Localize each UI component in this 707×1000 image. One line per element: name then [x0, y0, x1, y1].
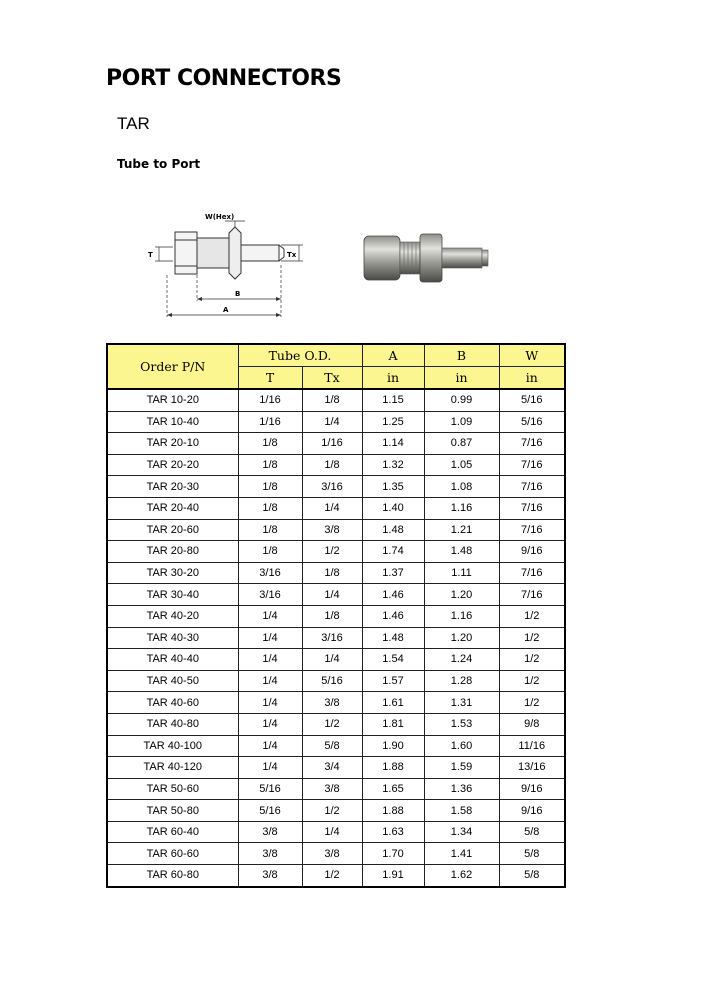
table-row [107, 649, 565, 671]
cell-tx: 1/8 [302, 562, 362, 584]
header-unit-w: in [499, 367, 565, 390]
cell-b: 1.48 [424, 541, 499, 563]
cell-order-pn: TAR 20-10 [107, 433, 238, 455]
cell-b: 1.58 [424, 800, 499, 822]
header-order-pn: Order P/N [107, 344, 238, 389]
cell-b: 1.41 [424, 843, 499, 865]
header-w: W [499, 344, 565, 367]
cell-t: 1/8 [238, 541, 302, 563]
cell-w: 7/16 [499, 433, 565, 455]
cell-order-pn: TAR 60-80 [107, 865, 238, 887]
cell-t: 1/8 [238, 519, 302, 541]
table-row [107, 433, 565, 455]
table-row [107, 821, 565, 843]
cell-order-pn: TAR 20-60 [107, 519, 238, 541]
cell-order-pn: TAR 40-120 [107, 757, 238, 779]
cell-w: 1/2 [499, 627, 565, 649]
cell-b: 1.62 [424, 865, 499, 887]
header-tube-od: Tube O.D. [238, 344, 362, 367]
cell-t: 1/16 [238, 389, 302, 411]
cell-a: 1.88 [362, 757, 424, 779]
page-title: PORT CONNECTORS [106, 66, 342, 91]
cell-order-pn: TAR 60-40 [107, 821, 238, 843]
cell-tx: 1/2 [302, 713, 362, 735]
cell-a: 1.70 [362, 843, 424, 865]
table-row [107, 519, 565, 541]
cell-t: 1/4 [238, 627, 302, 649]
table-row [107, 735, 565, 757]
cell-order-pn: TAR 50-80 [107, 800, 238, 822]
cell-w: 5/8 [499, 843, 565, 865]
cell-w: 7/16 [499, 519, 565, 541]
table-row [107, 605, 565, 627]
cell-tx: 3/4 [302, 757, 362, 779]
cell-order-pn: TAR 40-60 [107, 692, 238, 714]
cell-a: 1.15 [362, 389, 424, 411]
cell-a: 1.57 [362, 670, 424, 692]
cell-w: 9/8 [499, 713, 565, 735]
cell-a: 1.25 [362, 411, 424, 433]
cell-tx: 1/4 [302, 821, 362, 843]
cell-a: 1.40 [362, 497, 424, 519]
cell-w: 7/16 [499, 476, 565, 498]
cell-order-pn: TAR 10-20 [107, 389, 238, 411]
cell-tx: 3/16 [302, 627, 362, 649]
cell-t: 1/4 [238, 670, 302, 692]
header-a: A [362, 344, 424, 367]
table-row [107, 562, 565, 584]
cell-t: 3/16 [238, 584, 302, 606]
cell-t: 5/16 [238, 800, 302, 822]
cell-t: 1/8 [238, 454, 302, 476]
cell-order-pn: TAR 20-30 [107, 476, 238, 498]
cell-a: 1.32 [362, 454, 424, 476]
label-b: B [235, 290, 241, 298]
label-tx: Tx [287, 251, 297, 259]
cell-b: 1.05 [424, 454, 499, 476]
cell-a: 1.81 [362, 713, 424, 735]
cell-order-pn: TAR 10-40 [107, 411, 238, 433]
cell-b: 1.08 [424, 476, 499, 498]
cell-order-pn: TAR 60-60 [107, 843, 238, 865]
cell-tx: 1/8 [302, 605, 362, 627]
header-unit-a: in [362, 367, 424, 390]
table-row [107, 778, 565, 800]
cell-t: 1/4 [238, 649, 302, 671]
table-row [107, 865, 565, 887]
cell-order-pn: TAR 30-40 [107, 584, 238, 606]
cell-tx: 1/4 [302, 411, 362, 433]
cell-w: 7/16 [499, 497, 565, 519]
table-row [107, 713, 565, 735]
cell-w: 1/2 [499, 605, 565, 627]
series-name: TAR [117, 114, 150, 133]
table-row [107, 843, 565, 865]
cell-w: 7/16 [499, 454, 565, 476]
cell-w: 7/16 [499, 562, 565, 584]
cell-w: 7/16 [499, 584, 565, 606]
cell-w: 5/16 [499, 411, 565, 433]
cell-t: 1/4 [238, 713, 302, 735]
cell-a: 1.48 [362, 627, 424, 649]
subtitle: Tube to Port [117, 157, 201, 171]
product-photo [362, 222, 492, 294]
cell-b: 1.21 [424, 519, 499, 541]
table-row [107, 389, 565, 411]
cell-order-pn: TAR 40-100 [107, 735, 238, 757]
cell-b: 1.36 [424, 778, 499, 800]
cell-tx: 1/4 [302, 497, 362, 519]
cell-t: 3/8 [238, 865, 302, 887]
cell-t: 3/8 [238, 821, 302, 843]
table-row [107, 541, 565, 563]
cell-t: 1/4 [238, 692, 302, 714]
cell-t: 1/4 [238, 605, 302, 627]
header-unit-b: in [424, 367, 499, 390]
header-tx: Tx [302, 367, 362, 390]
cell-b: 1.53 [424, 713, 499, 735]
cell-w: 13/16 [499, 757, 565, 779]
label-t: T [148, 251, 153, 259]
cell-a: 1.90 [362, 735, 424, 757]
table-row [107, 411, 565, 433]
cell-a: 1.35 [362, 476, 424, 498]
cell-tx: 5/16 [302, 670, 362, 692]
cell-tx: 5/8 [302, 735, 362, 757]
cell-b: 1.60 [424, 735, 499, 757]
table-row [107, 497, 565, 519]
cell-b: 1.11 [424, 562, 499, 584]
cell-w: 5/8 [499, 865, 565, 887]
cell-w: 1/2 [499, 692, 565, 714]
cell-order-pn: TAR 20-40 [107, 497, 238, 519]
table-row [107, 800, 565, 822]
cell-tx: 1/4 [302, 649, 362, 671]
table-row [107, 670, 565, 692]
cell-a: 1.46 [362, 605, 424, 627]
cell-b: 0.99 [424, 389, 499, 411]
cell-tx: 1/8 [302, 389, 362, 411]
cell-order-pn: TAR 40-50 [107, 670, 238, 692]
cell-order-pn: TAR 40-20 [107, 605, 238, 627]
cell-a: 1.48 [362, 519, 424, 541]
cell-tx: 1/16 [302, 433, 362, 455]
cell-t: 1/8 [238, 476, 302, 498]
cell-b: 1.28 [424, 670, 499, 692]
cell-b: 1.34 [424, 821, 499, 843]
cell-tx: 3/8 [302, 519, 362, 541]
cell-tx: 1/4 [302, 584, 362, 606]
cell-tx: 1/2 [302, 541, 362, 563]
cell-tx: 3/8 [302, 843, 362, 865]
label-w: W(Hex) [205, 213, 235, 221]
cell-a: 1.37 [362, 562, 424, 584]
cell-order-pn: TAR 40-40 [107, 649, 238, 671]
cell-t: 3/16 [238, 562, 302, 584]
cell-w: 11/16 [499, 735, 565, 757]
cell-b: 1.16 [424, 497, 499, 519]
cell-order-pn: TAR 50-60 [107, 778, 238, 800]
cell-t: 5/16 [238, 778, 302, 800]
cell-a: 1.74 [362, 541, 424, 563]
cell-t: 1/8 [238, 433, 302, 455]
cell-tx: 3/8 [302, 692, 362, 714]
table-row [107, 692, 565, 714]
cell-order-pn: TAR 20-80 [107, 541, 238, 563]
cell-order-pn: TAR 20-20 [107, 454, 238, 476]
cell-t: 1/4 [238, 735, 302, 757]
cell-w: 9/16 [499, 800, 565, 822]
cell-t: 3/8 [238, 843, 302, 865]
table-row [107, 584, 565, 606]
cell-tx: 1/2 [302, 865, 362, 887]
spec-table-body [107, 389, 565, 887]
cell-a: 1.46 [362, 584, 424, 606]
cell-a: 1.88 [362, 800, 424, 822]
header-b: B [424, 344, 499, 367]
cell-b: 1.20 [424, 627, 499, 649]
cell-b: 1.20 [424, 584, 499, 606]
cell-b: 1.09 [424, 411, 499, 433]
cell-b: 1.31 [424, 692, 499, 714]
cell-b: 1.59 [424, 757, 499, 779]
cell-w: 1/2 [499, 649, 565, 671]
cell-w: 5/16 [499, 389, 565, 411]
cell-tx: 3/8 [302, 778, 362, 800]
cell-w: 1/2 [499, 670, 565, 692]
cell-t: 1/8 [238, 497, 302, 519]
header-t: T [238, 367, 302, 390]
dimension-drawing [145, 205, 310, 325]
cell-a: 1.61 [362, 692, 424, 714]
cell-order-pn: TAR 40-30 [107, 627, 238, 649]
cell-order-pn: TAR 40-80 [107, 713, 238, 735]
label-a: A [223, 306, 229, 314]
cell-tx: 3/16 [302, 476, 362, 498]
cell-w: 5/8 [499, 821, 565, 843]
cell-a: 1.63 [362, 821, 424, 843]
table-row [107, 627, 565, 649]
cell-b: 0.87 [424, 433, 499, 455]
spec-table [106, 343, 566, 888]
cell-w: 9/16 [499, 541, 565, 563]
cell-tx: 1/8 [302, 454, 362, 476]
cell-a: 1.14 [362, 433, 424, 455]
cell-tx: 1/2 [302, 800, 362, 822]
cell-order-pn: TAR 30-20 [107, 562, 238, 584]
cell-b: 1.16 [424, 605, 499, 627]
cell-t: 1/4 [238, 757, 302, 779]
cell-a: 1.54 [362, 649, 424, 671]
table-row [107, 757, 565, 779]
cell-t: 1/16 [238, 411, 302, 433]
cell-w: 9/16 [499, 778, 565, 800]
cell-b: 1.24 [424, 649, 499, 671]
cell-a: 1.91 [362, 865, 424, 887]
table-row [107, 476, 565, 498]
table-row [107, 454, 565, 476]
cell-a: 1.65 [362, 778, 424, 800]
